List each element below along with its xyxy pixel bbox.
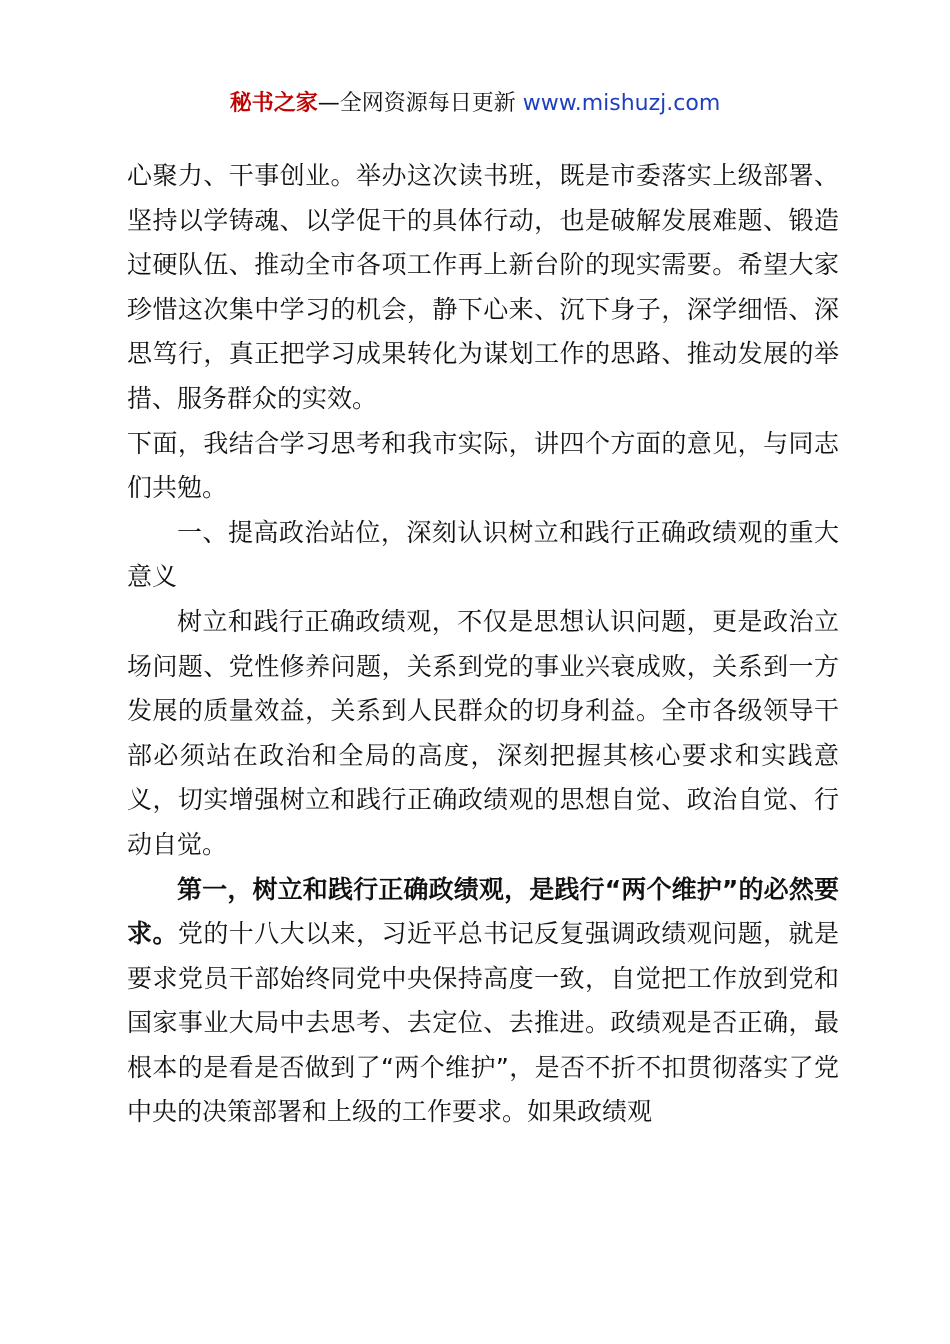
paragraph-intro [127, 422, 839, 511]
paragraph-text: 树立和践行正确政绩观，不仅是思想认识问题，更是政治立场问题、党性修养问题，关系到党的事业兴衰成败，关系到一方发展的质量效益，关系到人民群众的切身利益。全市各级领导干部必须站在政治和全局的高度，深刻把握其核心要求和实践意义，切实增强树立和践行正确政绩观的思想自觉、政治自觉、行动自觉。 [127, 606, 839, 859]
page-header [0, 86, 950, 122]
paragraph-text: 心聚力、干事创业。举办这次读书班，既是市委落实上级部署、坚持以学铸魂、以学促干的具体行动，也是破解发展难题、锻造过硬队伍、推动全市各项工作再上新台阶的现实需要。希望大家珍惜这次集中学习的机会，静下心来、沉下身子，深学细悟、深思笃行，真正把学习成果转化为谋划工作的思路、推动发展的举措、服务群众的实效。 [127, 161, 839, 413]
paragraph-text: 党的十八大以来，习近平总书记反复强调政绩观问题，就是要求党员干部始终同党中央保持高度一致，自觉把工作放到党和国家事业大局中去思考、去定位、去推进。政绩观是否正确，最根本的是看是否做到了“两个维护”，是否不折不扣贯彻落实了党中央的决策部署和上级的工作要求。如果政绩观 [127, 919, 839, 1127]
site-name: 秘书之家 [229, 91, 318, 116]
section-heading [127, 511, 839, 600]
paragraph [127, 600, 839, 868]
section-heading-text: 一、提高政治站位，深刻认识树立和践行正确政绩观的重大意义 [127, 517, 839, 592]
paragraph-point-one [127, 868, 839, 1136]
header-tagline: —全网资源每日更新 [317, 91, 523, 116]
site-url-link[interactable]: www.mishuzj.com [522, 91, 721, 116]
paragraph-text: 下面，我结合学习思考和我市实际，讲四个方面的意见，与同志们共勉。 [127, 428, 839, 503]
paragraph-continuation [127, 154, 839, 422]
document-body [127, 154, 839, 1135]
paragraph-lead: 第一，树立和践行正确政绩观，是践行“两个维护”的必然要求。 [127, 874, 839, 949]
